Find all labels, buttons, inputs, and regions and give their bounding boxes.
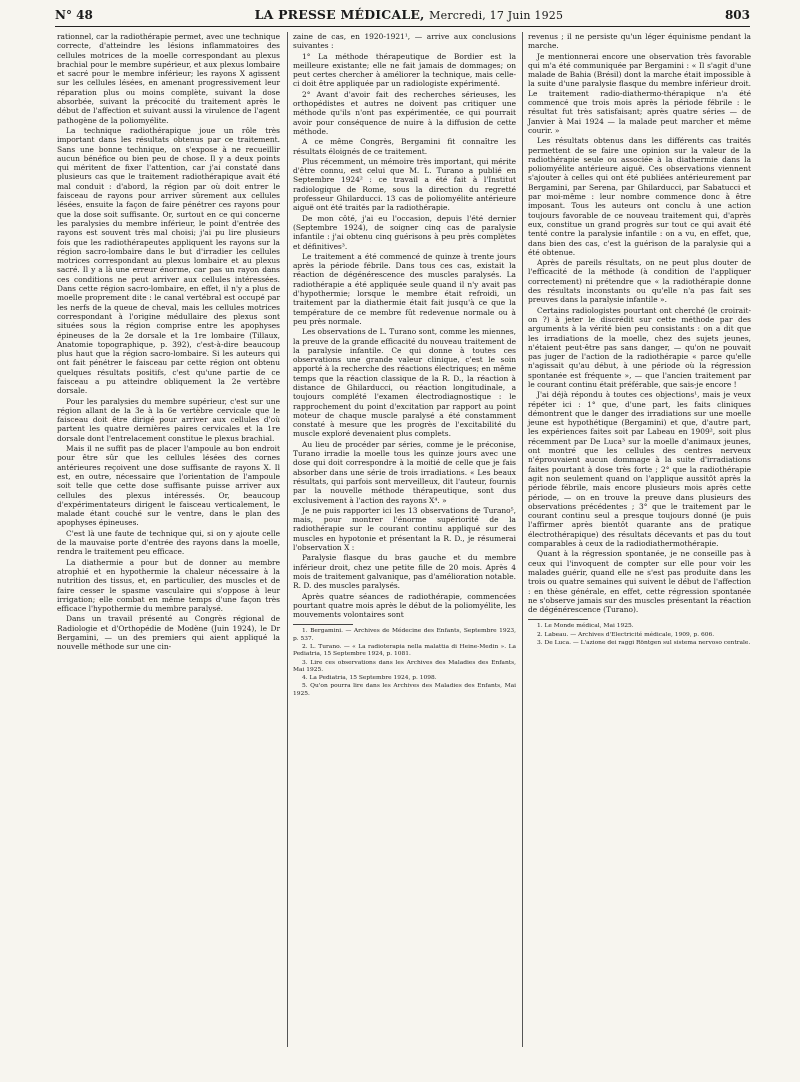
paragraph: Je ne puis rapporter ici les 13 observations de Turano⁵, mais, pour montrer l'énorme supériorité de la radiothérapie sur le courant continu appliqué sur des muscles en hypotonie et présentant la R. D., je résumerai l'observation X : [293,505,516,553]
paragraph: J'ai déjà répondu à toutes ces objections¹, mais je veux répéter ici : 1° que, d'une part, les faits cliniques démontrent que le danger des irradiations sur une moelle jeune est hypothétique (Bergamini) et que, d'autre part, les expériences faites soit par Labeau en 1909², soit plus récemment par De Luca³ sur la moelle d'animaux jeunes, ont montré que les cellules des centres nerveux n'éprouvaient aucun dommage à la suite d'irradiations faites pourtant à dose très forte ; 2° que la radiothérapie agit non seulement quand on l'applique aussitôt après la période fébrile, mais encore plusieurs mois après cette période, — on en trouve la preuve dans plusieurs des observations précédentes ; 3° que le traitement par le courant continu seul a presque toujours donné (je puis l'affirmer après bientôt quarante ans de pratique électrothérapique) des résultats décevants et pas du tout comparables à ceux de la radiodiathermothérapie. [528,390,751,549]
text-column-left [57,32,280,653]
paragraph: C'est là une faute de technique qui, si on y ajoute celle de la mauvaise porte d'entrée des rayons dans la moelle, rendra le traitement peu efficace. [57,528,280,557]
journal-name: LA PRESSE MÉDICALE, [254,7,425,22]
paragraph: zaine de cas, en 1920-1921¹, — arrive aux conclusions suivantes : [293,32,516,51]
paragraph: Au lieu de procéder par séries, comme je le préconise, Turano irradie la moelle tous les quinze jours avec une dose qui doit correspondre à la moitié de celle que je fais absorber dans une série de trois irradiations. « Les beaux résultats, qui parfois sont merveilleux, dit l'auteur, fournis par la nouvelle méthode thérapeutique, sont dus exclusivement à l'action des rayons X⁴. » [293,439,516,505]
paragraph: Paralysie flasque du bras gauche et du membre inférieur droit, chez une petite fille de 20 mois. Après 4 mois de traitement galvanique, pas d'amélioration notable. R. D. des muscles paralysés. [293,553,516,591]
page-number: 803 [724,8,750,22]
paragraph: Mais il ne suffit pas de placer l'ampoule au bon endroit pour être sûr que les cellules lésées des cornes antérieures reçoivent une dose suffisante de rayons X. Il est, en outre, nécessaire que l'orientation de l'ampoule soit telle que cette dose suffisante puisse arriver aux cellules des plexus intéressés. Or, beaucoup d'expérimentateurs dirigent le faisceau verticalement, le malade étant couché sur le ventre, dans le plan des apophyses épineuses. [57,444,280,528]
paragraph: A ce même Congrès, Bergamini fit connaître les résultats éloignés de ce traitement. [293,137,516,156]
paragraph: Certains radiologistes pourtant ont cherché (le croirait-on ?) à jeter le discrédit sur cette méthode par des arguments à la vérité bien peu consistants : on a dit que les irradiations de la moelle, chez des sujets jeunes, n'étaient peut-être pas sans danger, — qu'on ne pouvait pas juger de l'action de la radiothérapie « parce qu'elle n'agissait qu'au début, à une période où la régression spontanée est fréquente », — que l'ancien traitement par le courant continu était préférable, que sais-je encore ! [528,305,751,389]
paragraph: Dans un travail présenté au Congrès régional de Radiologie et d'Orthopédie de Modène (Juin 1924), le Dr Bergamini, — un des premiers qui aient appliqué la nouvelle méthode sur une cin- [57,614,280,652]
header-rule [55,26,750,27]
paragraph: De mon côté, j'ai eu l'occasion, depuis l'été dernier (Septembre 1924), de soigner cinq cas de paralysie infantile : j'ai obtenu cinq guérisons à peu près complètes et définitives³. [293,213,516,251]
paragraph: Les résultats obtenus dans les différents cas traités permettent de se faire une opinion sur la valeur de la radiothérapie seule ou associée à la diathermie dans la poliomyélite antérieure aiguë. Ces observations viennent s'ajouter à celles qui ont été publiées antérieurement par Bergamini, par Serena, par Ghilarducci, par Sabatucci et par moi-même : leur nombre commence donc à être imposant. Tous les auteurs ont conclu à une action toujours favorable de ce nouveau traitement qui, d'après eux, constitue un grand progrès sur tout ce qui avait été tenté contre la paralysie infantile : on a vu, en effet, que, dans bien des cas, c'est la guérison de la paralysie qui a été obtenue. [528,136,751,257]
text-column-middle [293,32,516,699]
footnote: 1. Le Monde médical, Mai 1925. [537,623,634,630]
text-column-right [528,32,751,648]
paragraph: Je mentionnerai encore une observation très favorable qui m'a été communiquée par Bergamini : « Il s'agit d'une malade de Bahia (Brésil) dont la marche était impossible à la suite d'une paralysie flasque du membre inférieur droit. Le traitement radio-diathermo-thérapique n'a été commencé que trois mois après la période fébrile : le résultat fut très satisfaisant; après quatre séries — de Janvier à Mai 1924 — la malade peut marcher et même courir. » [528,51,751,135]
paragraph: Pour les paralysies du membre supérieur, c'est sur une région allant de la 3e à la 6e vertèbre cervicale que le faisceau doit être dirigé pour arriver aux cellules d'où partent les quatre dernières paires cervicales et la 1re dorsale dont l'entrelacement constitue le plexus brachial. [57,396,280,443]
paragraph: Quant à la régression spontanée, je ne conseille pas à ceux qui l'invoquent de compter sur elle pour voir les malades guérir, quand elle ne s'est pas produite dans les trois ou quatre semaines qui suivent le début de l'affection : en thèse générale, en effet, cette régression spontanée ne s'observe jamais sur des muscles présentant la réaction de dégénérescence (Turano). [528,549,751,615]
paragraph: revenus ; il ne persiste qu'un léger équinisme pendant la marche. [528,32,751,51]
paragraph: rationnel, car la radiothérapie permet, avec une technique correcte, d'atteindre les lésions inflammatoires des cellules motrices de la moelle correspondant au plexus brachial pour le membre supérieur, et aux plexus lombaire et sacré pour le membre inférieur; les rayons X agissent sur les cellules lésées, en amenant progressivement leur réparation plus ou moins complète, suivant la dose absorbée, suivant la précocité du traitement après le début de l'affection et suivant aussi la virulence de l'agent pathogène de la poliomyélite. [57,32,280,125]
footnote: 5. Qu'on pourra lire dans les Archives des Maladies des Enfants, Mai 1925. [293,683,516,697]
paragraph: Le traitement a été commencé de quinze à trente jours après la période fébrile. Dans tous ces cas, existait la réaction de dégénérescence des muscles paralysés. La radiothérapie a été appliquée seule quand il n'y avait pas d'hypothermie; lorsque le membre était refroidi, un traitement par la diathermie était fait jusqu'à ce que la température de ce membre fût redevenue normale ou à peu près normale. [293,251,516,326]
paragraph: La technique radiothérapique joue un rôle très important dans les résultats obtenus par ce traitement. Sans une bonne technique, on s'expose à ne recueillir aucun bénéfice ou bien peu de chose. Il y a deux points qui méritent de fixer l'attention, car j'ai constaté dans plusieurs cas que le traitement radiothérapique avait été mal conduit : d'abord, la région par où doit entrer le faisceau de rayons pour arriver sûrement aux cellules lésées, ensuite la façon de faire pénétrer ces rayons pour que la dose soit suffisante. Or, surtout en ce qui concerne les paralysies du membre inférieur, le point d'entrée des rayons est souvent très mal choisi; j'ai pu lire plusieurs fois que les radiothérapeutes appliquent les rayons sur la région sacro-lombaire dans le but d'irradier les cellules motrices correspondant au plexus lombaire et au plexus sacré. Il y a là une erreur énorme, car pas un rayon dans ces conditions ne peut arriver aux cellules intéressées. Dans cette région sacro-lombaire, en effet, il n'y a plus de moelle proprement dite : le canal vertébral est occupé par les nerfs de la queue de cheval, mais les cellules motrices correspondant à l'origine médullaire des plexus sont situées sous la région comprise entre les apophyses épineuses de la 2e dorsale et la 1re lombaire (Tillaux, Anatomie topographique, p. 392), c'est-à-dire beaucoup plus haut que la région sacro-lombaire. Si les auteurs qui ont fait pénétrer le faisceau par cette région ont obtenu quelques résultats positifs, c'est qu'une partie de ce faisceau a pu atteindre obliquement la 2e vertèbre dorsale. [57,125,280,396]
issue-number: N° 48 [55,8,93,22]
footnote-rule [293,624,353,625]
issue-date: Mercredi, 17 Juin 1925 [429,9,564,22]
footnote: 2. L. Turano. — « La radioterapia nella malattia di Heine-Medin ». La Pediatria, 15 Septembre 1924, p. 1081. [293,644,516,658]
footnote-rule [528,619,588,620]
footnote: 1. Bergamini. — Archives de Médecine des Enfants, Septembre 1923, p. 537. [293,628,516,642]
paragraph: Les observations de L. Turano sont, comme les miennes, la preuve de la grande efficacité du nouveau traitement de la paralysie infantile. Ce qui donne à toutes ces observations une grande valeur clinique, c'est le soin apporté à la recherche des réactions électriques; en même temps que la réaction classique de la R. D., la réaction à distance de Ghilarducci, ou réaction longitudinale, a toujours complété l'examen électrodiagnostique : le rapprochement du point d'excitation par rapport au point moteur de chaque muscle paralysé a été constamment constaté à mesure que les progrès de l'excitabilité du muscle exploré devenaient plus complets. [293,327,516,439]
footnote: 2. Labeau. — Archives d'Electricité médicale, 1909, p. 606. [537,631,715,638]
column-divider [522,32,523,1047]
footnote: 3. De Luca. — L'azione dei raggi Röntgen sul sistema nervoso centrale. [537,640,751,646]
page-header [55,0,750,22]
paragraph: Après quatre séances de radiothérapie, commencées pourtant quatre mois après le début de la poliomyélite, les mouvements volontaires sont [293,591,516,620]
paragraph: Plus récemment, un mémoire très important, qui mérite d'être connu, est celui que M. L. Turano a publié en Septembre 1924² : ce travail a été fait à l'Institut radiologique de Rome, sous la direction du regretté professeur Ghilarducci. 13 cas de poliomyélite antérieure aiguë ont été traités par la radiothérapie. [293,156,516,213]
column-divider [287,32,288,1047]
journal-title [255,7,564,22]
paragraph: 2° Avant d'avoir fait des recherches sérieuses, les orthopédistes et autres ne doivent pas critiquer une méthode qu'ils n'ont pas expérimentée, ce qui pourrait avoir pour conséquence de nuire à la diffusion de cette méthode. [293,89,516,136]
paragraph: La diathermie a pour but de donner au membre atrophié et en hypothermie la chaleur nécessaire à la nutrition des tissus, et, en particulier, des muscles et de faire cesser le spasme vasculaire qui s'oppose à leur irrigation; elle combat en même temps d'une façon très efficace l'hypothermie du membre paralysé. [57,557,280,614]
footnote: 4. La Pediatria, 15 Septembre 1924, p. 1098. [302,675,437,682]
footnote: 3. Lire ces observations dans les Archives des Maladies des Enfants, Mai 1925. [293,659,516,673]
paragraph: 1° La méthode thérapeutique de Bordier est la meilleure existante; elle ne fait jamais de dommages; on peut certes chercher à améliorer la technique, mais celle-ci doit être appliquée par un radiologiste expérimenté. [293,51,516,89]
paragraph: Après de pareils résultats, on ne peut plus douter de l'efficacité de la méthode (à condition de l'appliquer correctement) ni prétendre que « la radiothérapie donne des résultats inconstants ou qu'elle n'a pas fait ses preuves dans la paralysie infantile ». [528,258,751,305]
